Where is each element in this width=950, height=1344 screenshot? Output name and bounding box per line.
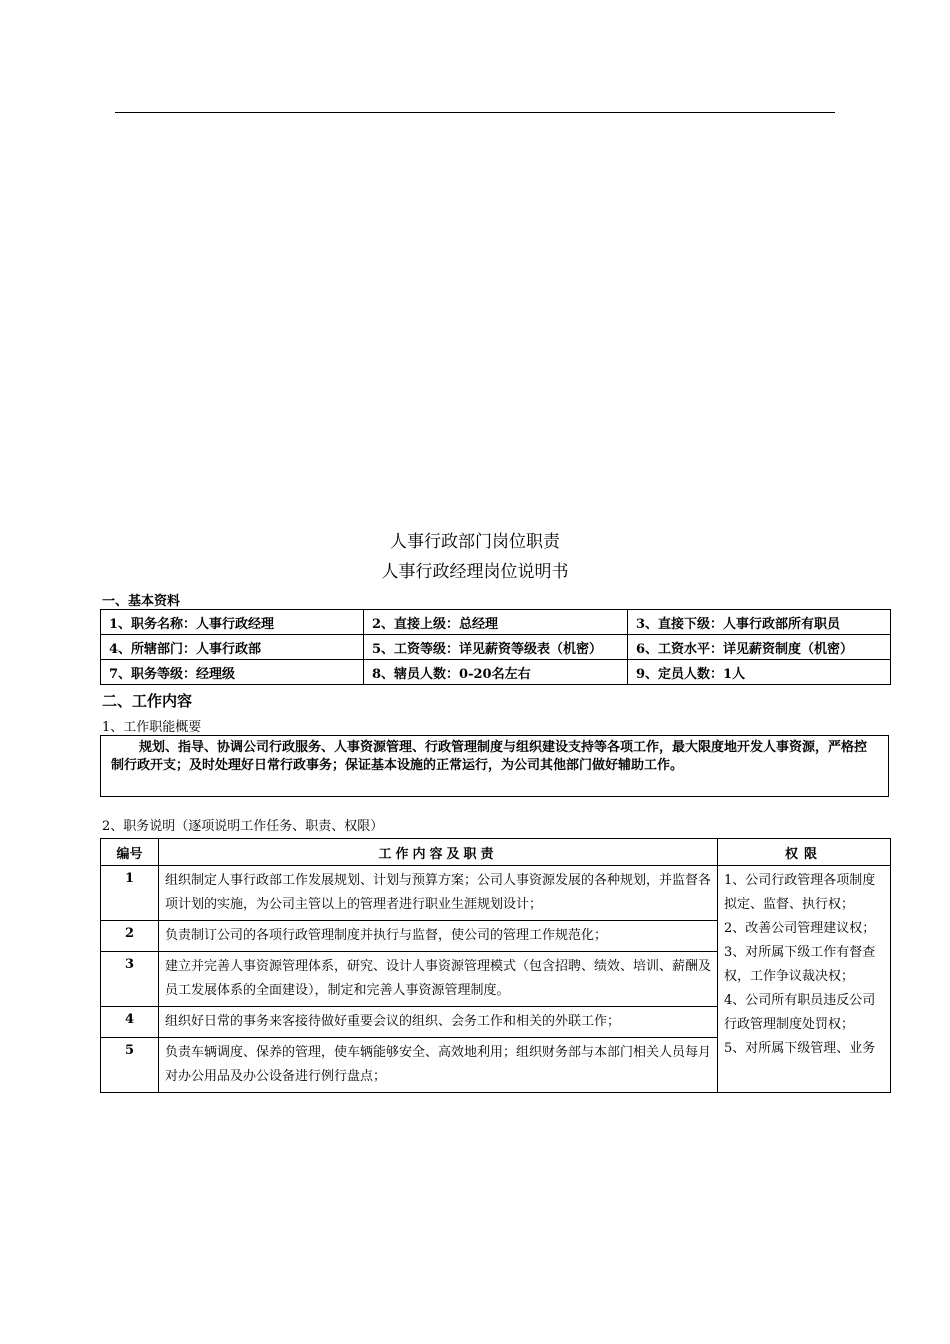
duties-table <box>100 838 891 1093</box>
basic-info-cell: 7、职务等级：经理级 <box>101 660 364 685</box>
summary-box <box>100 735 889 797</box>
authority-item: 2、改善公司管理建议权； <box>724 921 876 936</box>
basic-info-cell: 6、工资水平：详见薪资制度（机密） <box>628 635 891 660</box>
table-row <box>101 660 891 685</box>
duties-label: 2、职务说明（逐项说明工作任务、职责、权限） <box>102 819 384 834</box>
header-content: 工作内容及职责 <box>159 839 718 866</box>
authority-item: 1、公司行政管理各项制度拟定、监督、执行权； <box>724 873 876 912</box>
header-authority: 权限 <box>718 839 891 866</box>
table-header-row <box>101 839 891 866</box>
basic-info-cell: 9、定员人数：1人 <box>628 660 891 685</box>
duty-text: 组织好日常的事务来客接待做好重要会议的组织、会务工作和相关的外联工作； <box>159 1007 718 1038</box>
table-row <box>101 635 891 660</box>
summary-text: 规划、指导、协调公司行政服务、人事资源管理、行政管理制度与组织建设支持等各项工作，最大限度地开发人事资源，严格控制行政开支；及时处理好日常行政事务；保证基本设施的正常运行，为公司其他部门做好辅助工作。 <box>111 740 868 773</box>
duty-text: 负责制订公司的各项行政管理制度并执行与监督，使公司的管理工作规范化； <box>159 921 718 952</box>
section-heading-work-content: 二、工作内容 <box>102 692 193 710</box>
duty-text: 负责车辆调度、保养的管理，使车辆能够安全、高效地利用；组织财务部与本部门相关人员每月对办公用品及办公设备进行例行盘点； <box>159 1038 718 1093</box>
authority-item: 4、公司所有职员违反公司行政管理制度处罚权； <box>724 993 876 1032</box>
duty-text: 建立并完善人事资源管理体系，研究、设计人事资源管理模式（包含招聘、绩效、培训、薪酬及员工发展体系的全面建设），制定和完善人事资源管理制度。 <box>159 952 718 1007</box>
basic-info-cell: 2、直接上级：总经理 <box>364 610 628 635</box>
basic-info-cell: 5、工资等级：详见薪资等级表（机密） <box>364 635 628 660</box>
authority-item: 3、对所属下级工作有督查权，工作争议裁决权； <box>724 945 876 984</box>
duty-number: 4 <box>101 1007 159 1038</box>
duty-number: 1 <box>101 866 159 921</box>
table-row <box>101 866 891 921</box>
document-title: 人事行政部门岗位职责 <box>390 532 560 552</box>
duty-number: 3 <box>101 952 159 1007</box>
authority-cell <box>718 866 891 1093</box>
basic-info-cell: 4、所辖部门：人事行政部 <box>101 635 364 660</box>
summary-label: 1、工作职能概要 <box>102 720 202 735</box>
duty-number: 5 <box>101 1038 159 1093</box>
document-subtitle: 人事行政经理岗位说明书 <box>381 562 569 582</box>
basic-info-cell: 3、直接下级：人事行政部所有职员 <box>628 610 891 635</box>
header-rule <box>115 112 835 113</box>
duty-text: 组织制定人事行政部工作发展规划、计划与预算方案；公司人事资源发展的各种规划，并监督各项计划的实施，为公司主管以上的管理者进行职业生涯规划设计； <box>159 866 718 921</box>
header-number: 编号 <box>101 839 159 866</box>
basic-info-cell: 8、辖员人数：0-20名左右 <box>364 660 628 685</box>
authority-item: 5、对所属下级管理、业务 <box>724 1041 876 1056</box>
section-heading-basic-info: 一、基本资料 <box>102 594 181 609</box>
table-row <box>101 610 891 635</box>
basic-info-cell: 1、职务名称：人事行政经理 <box>101 610 364 635</box>
duty-number: 2 <box>101 921 159 952</box>
basic-info-table <box>100 609 891 685</box>
